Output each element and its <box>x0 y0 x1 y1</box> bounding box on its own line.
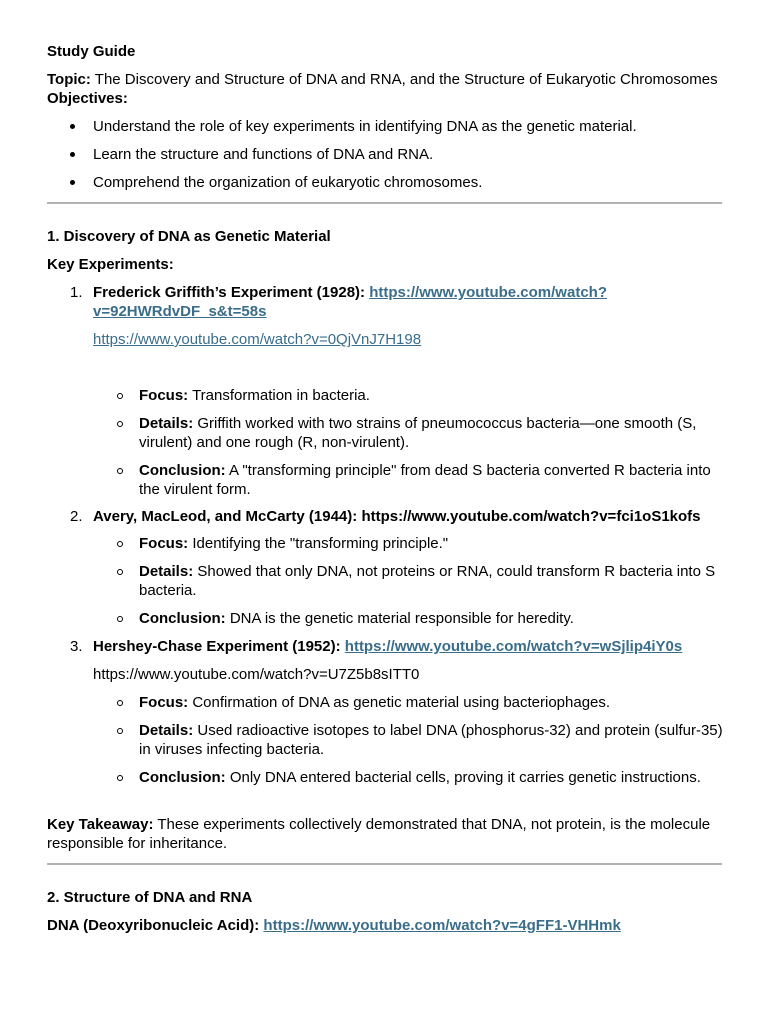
takeaway-text: These experiments collectively demonstrated that DNA, not protein, is the molecule responsible for inheritance. <box>47 816 711 852</box>
circle-bullet-icon <box>117 616 123 622</box>
key-takeaway <box>47 815 723 853</box>
experiment-title: Frederick Griffith’s Experiment (1928): <box>93 284 366 301</box>
circle-bullet-icon <box>117 541 123 547</box>
experiment-1-details <box>47 386 723 499</box>
circle-bullet-icon <box>117 569 123 575</box>
objective-item: Understand the role of key experiments in identifying DNA as the genetic material. <box>47 117 723 136</box>
hershey-chase-video-link[interactable]: https://www.youtube.com/watch?v=wSjlip4iY0s <box>344 638 683 655</box>
section2-heading: 2. Structure of DNA and RNA <box>47 889 253 906</box>
topic-text: The Discovery and Structure of DNA and RNA, and the Structure of Eukaryotic Chromosomes <box>94 71 718 88</box>
study-guide-page <box>47 42 723 935</box>
objective-item: Learn the structure and functions of DNA and RNA. <box>47 145 723 164</box>
detail-item: Details: Used radioactive isotopes to label DNA (phosphorus-32) and protein (sulfur-35) in viruses infecting bacteria. <box>47 721 723 759</box>
circle-bullet-icon <box>117 393 123 399</box>
experiment-3 <box>47 637 723 656</box>
avery-video-url: https://www.youtube.com/watch?v=fci1oS1kofs <box>361 508 701 525</box>
experiment-number: 2. <box>70 508 83 525</box>
detail-item: Focus: Confirmation of DNA as genetic material using bacteriophages. <box>47 693 723 712</box>
objectives-label: Objectives: <box>47 90 128 107</box>
extra-link-line <box>47 330 723 349</box>
circle-bullet-icon <box>117 421 123 427</box>
circle-bullet-icon <box>117 775 123 781</box>
dna-video-link[interactable]: https://www.youtube.com/watch?v=4gFF1-VHHmk <box>263 917 621 934</box>
divider <box>47 202 722 204</box>
guide-title: Study Guide <box>47 43 136 60</box>
extra-url-line <box>47 665 723 684</box>
bullet-icon <box>70 180 75 185</box>
experiment-3-details <box>47 693 723 787</box>
circle-bullet-icon <box>117 728 123 734</box>
bullet-icon <box>70 124 75 129</box>
section1-heading: 1. Discovery of DNA as Genetic Material <box>47 228 331 245</box>
experiment-title: Avery, MacLeod, and McCarty (1944): <box>93 508 358 525</box>
experiment-1 <box>47 283 723 321</box>
circle-bullet-icon <box>117 468 123 474</box>
dna-line <box>47 916 723 935</box>
detail-item: Details: Griffith worked with two strains of pneumococcus bacteria—one smooth (S, virulent) and one rough (R, non-virulent). <box>47 414 723 452</box>
detail-item: Focus: Identifying the "transforming principle." <box>47 534 723 553</box>
detail-item: Conclusion: Only DNA entered bacterial cells, proving it carries genetic instructions. <box>47 768 723 787</box>
takeaway-label: Key Takeaway: <box>47 816 154 833</box>
experiment-number: 3. <box>70 638 83 655</box>
detail-item: Details: Showed that only DNA, not proteins or RNA, could transform R bacteria into S bacteria. <box>47 562 723 600</box>
circle-bullet-icon <box>117 700 123 706</box>
objective-item: Comprehend the organization of eukaryotic chromosomes. <box>47 173 723 192</box>
griffith-extra-video-link[interactable]: https://www.youtube.com/watch?v=0QjVnJ7H198 <box>93 331 422 348</box>
detail-item: Focus: Transformation in bacteria. <box>47 386 723 405</box>
topic-label: Topic: <box>47 71 91 88</box>
key-experiments-label: Key Experiments: <box>47 256 174 273</box>
bullet-icon <box>70 152 75 157</box>
hershey-chase-extra-url: https://www.youtube.com/watch?v=U7Z5b8sITT0 <box>93 666 420 683</box>
experiment-number: 1. <box>70 284 83 301</box>
divider <box>47 863 722 865</box>
experiment-2-details <box>47 534 723 628</box>
detail-item: Conclusion: DNA is the genetic material responsible for heredity. <box>47 609 723 628</box>
experiment-title: Hershey-Chase Experiment (1952): <box>93 638 341 655</box>
experiment-2 <box>47 507 723 526</box>
detail-item: Conclusion: A "transforming principle" from dead S bacteria converted R bacteria into the virulent form. <box>47 461 723 499</box>
dna-label: DNA (Deoxyribonucleic Acid): <box>47 917 260 934</box>
topic-line <box>47 70 723 89</box>
objectives-list <box>47 117 723 192</box>
griffith-video-link[interactable]: https://www.youtube.com/watch?v=92HWRdvDF_s&t=58s <box>93 284 607 320</box>
